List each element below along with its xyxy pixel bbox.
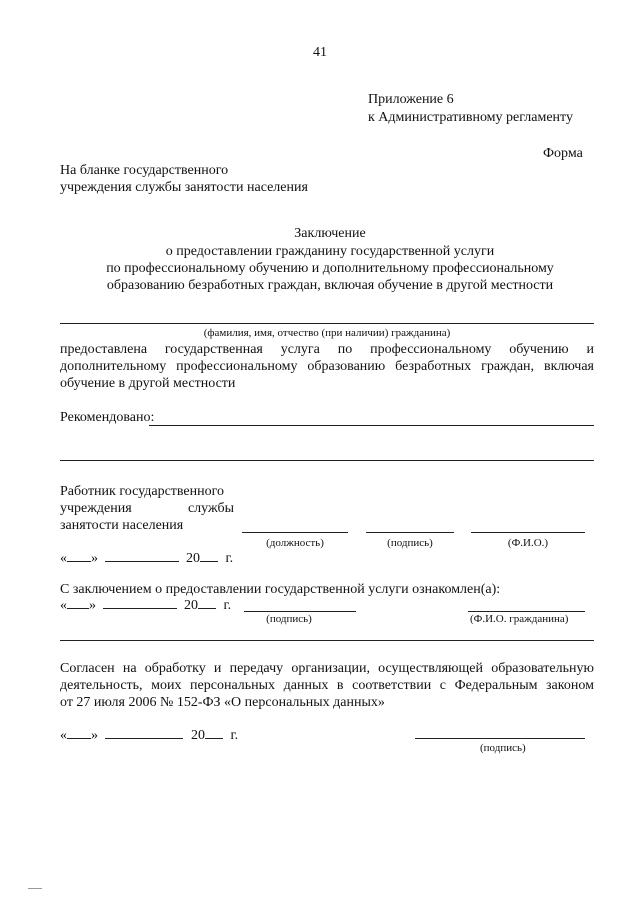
acquaint-citizen-name-caption: (Ф.И.О. гражданина) [470, 613, 569, 625]
consent-word: персональных [190, 678, 276, 693]
appendix-line-2: к Административному регламенту [368, 110, 573, 125]
worker-word: учреждения [60, 501, 132, 516]
day-blank [67, 597, 89, 609]
date-open-quote: « [60, 598, 67, 613]
consent-word: Федеральным [454, 678, 538, 693]
acquaint-signature-line [244, 611, 356, 612]
service-word: дополнительному [60, 359, 167, 374]
form-label: Форма [543, 146, 583, 161]
position-caption: (должность) [266, 537, 324, 549]
worker-date [60, 550, 233, 567]
title-line-3: по профессиональному обучению и дополнительному профессиональному [106, 261, 554, 276]
service-word: по [337, 342, 353, 357]
page-number: 41 [313, 45, 327, 60]
service-word: образованию [307, 359, 386, 374]
scan-mark [28, 888, 42, 889]
date-close-quote: » [91, 551, 98, 566]
service-word: государственная [164, 342, 263, 357]
date-open-quote: « [60, 551, 67, 566]
service-text-line-2 [60, 358, 594, 375]
letterhead-line-2: учреждения службы занятости населения [60, 180, 308, 195]
service-word: услуга [280, 342, 320, 357]
service-word: граждан, [481, 359, 535, 374]
citizen-name-caption: (фамилия, имя, отчество (при наличии) гражданина) [203, 327, 451, 339]
consent-word: деятельность, [60, 678, 143, 693]
acquaint-signature-caption: (подпись) [266, 613, 312, 625]
recommended-line-2 [60, 460, 594, 461]
position-line [242, 532, 348, 533]
year-prefix: 20 [186, 551, 200, 566]
signature-caption: (подпись) [387, 537, 433, 549]
year-suffix: г. [225, 551, 234, 566]
consent-word: моих [151, 678, 182, 693]
consent-word: законом [546, 678, 594, 693]
acquaint-citizen-name-line [468, 611, 585, 612]
date-open-quote: « [60, 728, 67, 743]
consent-word: передачу [229, 661, 284, 676]
date-close-quote: » [89, 598, 96, 613]
worker-word: службы [187, 501, 234, 516]
worker-line-3: занятости населения [60, 518, 184, 533]
service-text-line-3: обучение в другой местности [60, 376, 236, 391]
full-name-caption: (Ф.И.О.) [507, 537, 549, 549]
letterhead-line-1: На бланке государственного [60, 163, 229, 178]
consent-word: с [439, 678, 446, 693]
section-divider [60, 640, 594, 641]
consent-signature-caption: (подпись) [480, 742, 526, 754]
year-suffix: г. [230, 728, 239, 743]
year-prefix: 20 [191, 728, 205, 743]
consent-word: на [122, 661, 137, 676]
consent-word: обработку [144, 661, 206, 676]
day-blank [67, 550, 91, 562]
year-prefix: 20 [184, 598, 198, 613]
year-suffix: г. [223, 598, 232, 613]
consent-line-2 [60, 677, 594, 694]
service-word: обучению [509, 342, 569, 357]
year-blank [200, 550, 218, 562]
acquaint-date [60, 597, 231, 614]
citizen-name-line [60, 323, 594, 324]
consent-date [60, 727, 238, 744]
consent-word: Согласен [60, 661, 115, 676]
consent-line-3: от 27 июля 2006 № 152-ФЗ «О персональных данных» [60, 695, 385, 710]
year-blank [198, 597, 216, 609]
appendix-line-1: Приложение 6 [368, 92, 454, 107]
consent-word: организации, [291, 661, 370, 676]
title-line-4: образованию безработных граждан, включая обучение в другой местности [106, 278, 554, 293]
recommended-line [149, 425, 594, 426]
worker-line-2 [60, 500, 234, 517]
consent-word: соответствии [352, 678, 432, 693]
day-blank [67, 727, 91, 739]
acquaint-text: С заключением о предоставлении государственной услуги ознакомлен(а): [60, 582, 501, 597]
consent-word: и [213, 661, 222, 676]
month-blank [105, 727, 183, 739]
service-text-line-1 [60, 341, 594, 358]
service-word: профессиональному [176, 359, 298, 374]
worker-name-line [471, 532, 585, 533]
date-close-quote: » [91, 728, 98, 743]
service-word: безработных [395, 359, 472, 374]
worker-line-1: Работник государственного [60, 484, 225, 499]
service-word: и [586, 342, 594, 357]
year-blank [205, 727, 223, 739]
service-word: включая [543, 359, 594, 374]
consent-word: осуществляющей [378, 661, 484, 676]
consent-word: образовательную [491, 661, 594, 676]
consent-line-1 [60, 660, 594, 677]
worker-signature-line [366, 532, 454, 533]
title-heading: Заключение [294, 226, 366, 241]
recommended-label: Рекомендовано: [60, 410, 155, 425]
month-blank [105, 550, 179, 562]
consent-word: данных [283, 678, 329, 693]
service-word: профессиональному [370, 342, 492, 357]
consent-signature-line [415, 738, 585, 739]
month-blank [103, 597, 177, 609]
title-line-2: о предоставлении гражданину государственной услуги [165, 244, 495, 259]
service-word: предоставлена [60, 342, 148, 357]
consent-word: в [336, 678, 344, 693]
